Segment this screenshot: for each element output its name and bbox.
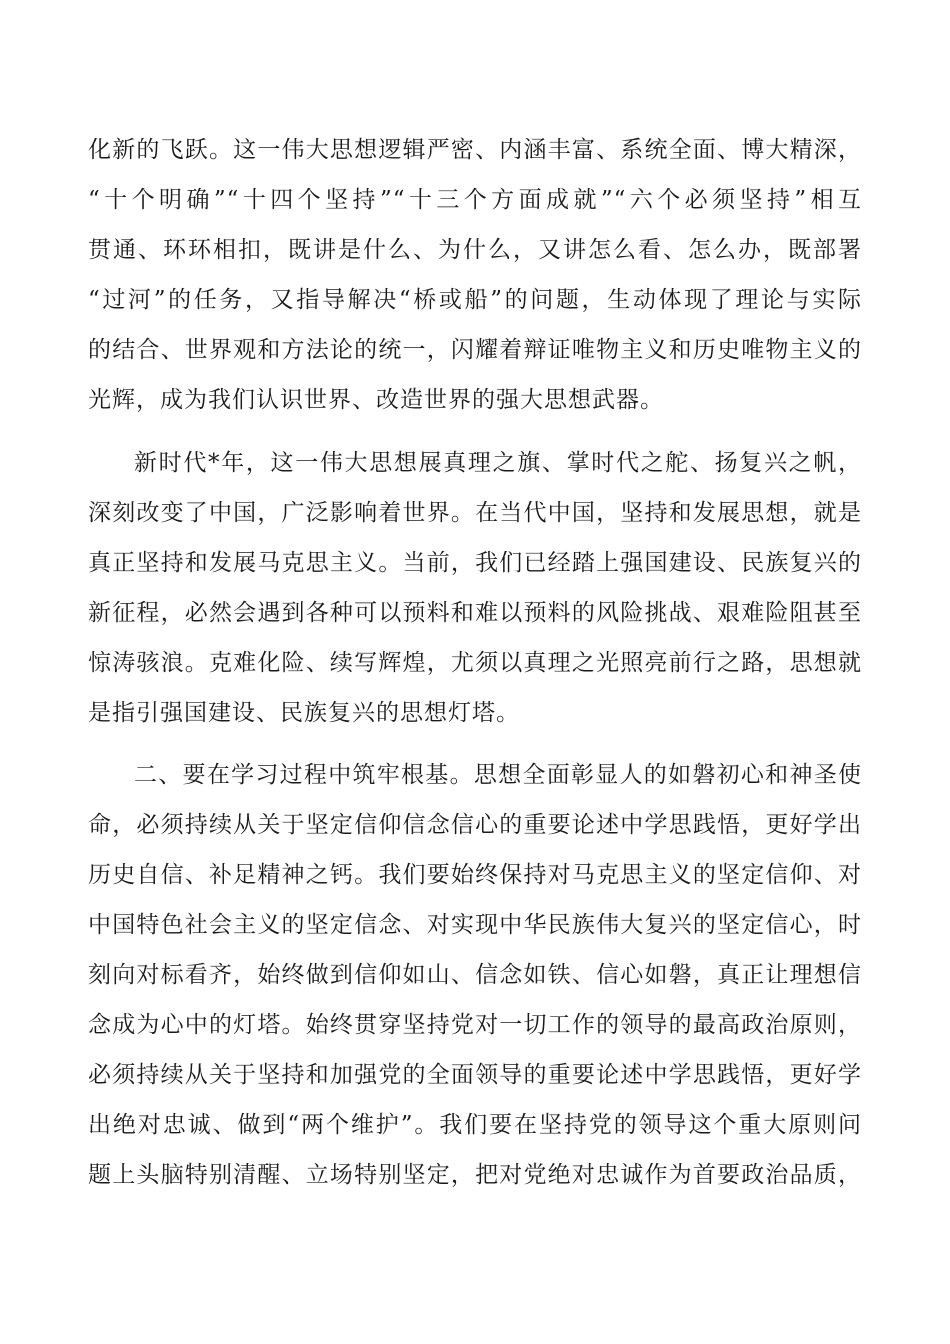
- paragraph-3-line-8: 出绝对忠诚、做到“两个维护”。我们要在坚持党的领导这个重大原则问: [88, 1112, 862, 1138]
- paragraph-3-line-1: 二、要在学习过程中筑牢根基。思想全面彰显人的如磐初心和神圣使: [134, 762, 862, 788]
- paragraph-1-line-6: 光辉，成为我们认识世界、改造世界的强大思想武器。: [88, 387, 664, 413]
- paragraph-3-line-3: 历史自信、补足精神之钙。我们要始终保持对马克思主义的坚定信仰、对: [88, 862, 862, 888]
- paragraph-3-line-4: 中国特色社会主义的坚定信念、对实现中华民族伟大复兴的坚定信心，时: [88, 912, 862, 938]
- paragraph-3-line-6: 念成为心中的灯塔。始终贯穿坚持党对一切工作的领导的最高政治原则，: [88, 1012, 862, 1038]
- paragraph-2-line-4: 新征程，必然会遇到各种可以预料和难以预料的风险挑战、艰难险阻甚至: [88, 600, 862, 626]
- paragraph-1-line-2: “十个明确”“十四个坚持”“十三个方面成就”“六个必须坚持”相互: [88, 187, 862, 213]
- paragraph-2-line-5: 惊涛骇浪。克难化险、续写辉煌，尤须以真理之光照亮前行之路，思想就: [88, 650, 862, 676]
- paragraph-1-line-1: 化新的飞跃。这一伟大思想逻辑严密、内涵丰富、系统全面、博大精深，: [88, 137, 862, 163]
- paragraph-3-line-7: 必须持续从关于坚持和加强党的全面领导的重要论述中学思践悟，更好学: [88, 1062, 862, 1088]
- paragraph-2-line-6: 是指引强国建设、民族复兴的思想灯塔。: [88, 700, 520, 726]
- paragraph-1-line-3: 贯通、环环相扣，既讲是什么、为什么，又讲怎么看、怎么办，既部署: [88, 237, 862, 263]
- paragraph-3-line-2: 命，必须持续从关于坚定信仰信念信心的重要论述中学思践悟，更好学出: [88, 812, 862, 838]
- paragraph-1-line-4: “过河”的任务，又指导解决“桥或船”的问题，生动体现了理论与实际: [88, 287, 862, 313]
- paragraph-3-line-9: 题上头脑特别清醒、立场特别坚定，把对党绝对忠诚作为首要政治品质，: [88, 1162, 862, 1188]
- paragraph-2-line-1: 新时代*年，这一伟大思想展真理之旗、掌时代之舵、扬复兴之帆，: [134, 450, 862, 476]
- paragraph-3-line-5: 刻向对标看齐，始终做到信仰如山、信念如铁、信心如磐，真正让理想信: [88, 962, 862, 988]
- paragraph-2-line-2: 深刻改变了中国，广泛影响着世界。在当代中国，坚持和发展思想，就是: [88, 500, 862, 526]
- paragraph-2-line-3: 真正坚持和发展马克思主义。当前，我们已经踏上强国建设、民族复兴的: [88, 550, 862, 576]
- paragraph-1-line-5: 的结合、世界观和方法论的统一，闪耀着辩证唯物主义和历史唯物主义的: [88, 337, 862, 363]
